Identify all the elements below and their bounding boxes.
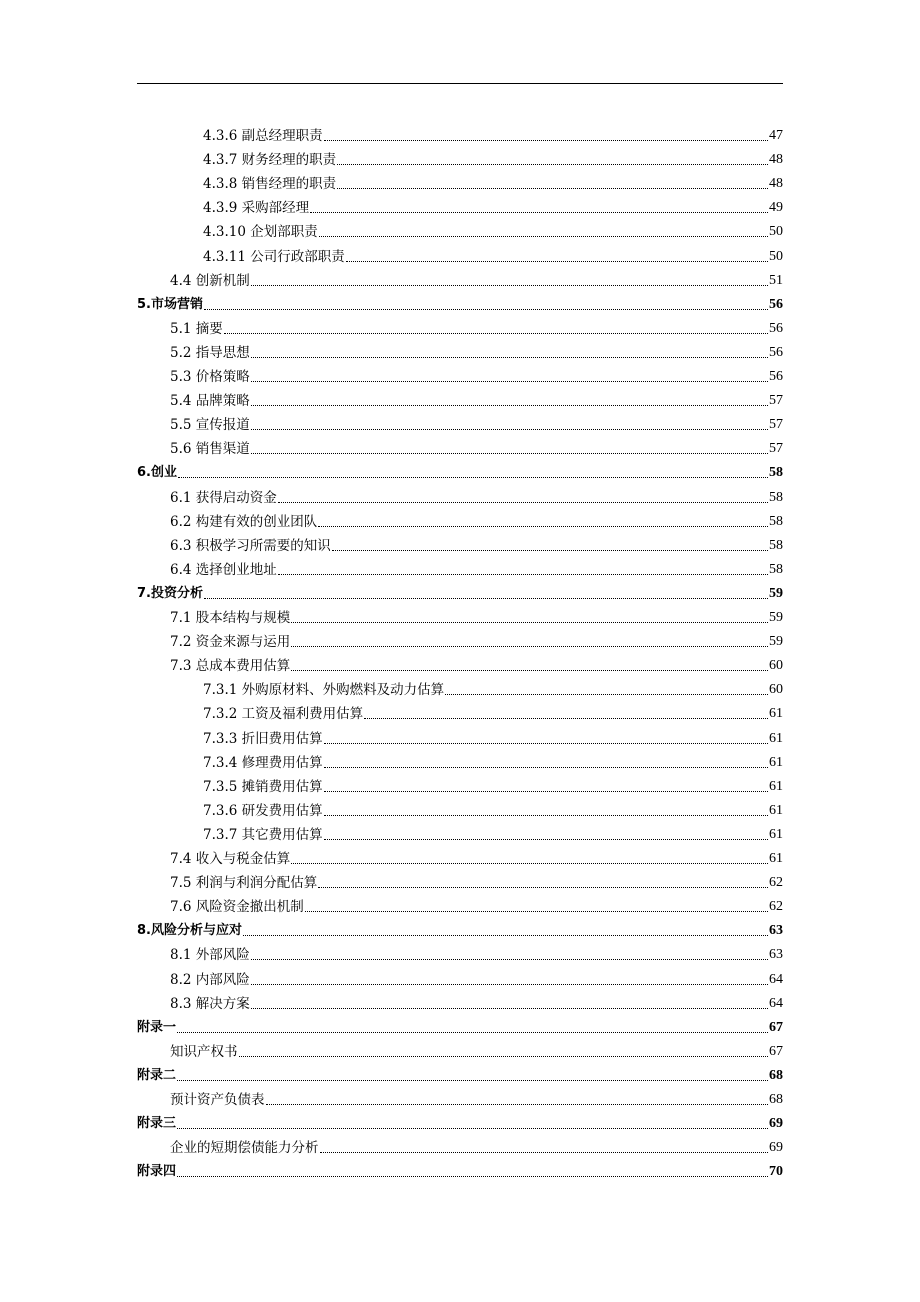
toc-entry[interactable] [203, 193, 783, 217]
toc-entry[interactable] [170, 507, 783, 531]
toc-entry-page-number: 63 [769, 947, 783, 963]
toc-entry-label: 7.2 资金来源与运用 [170, 634, 291, 651]
toc-entry-page-number: 58 [769, 489, 783, 505]
toc-entry-page-number: 61 [769, 754, 783, 770]
toc-entry-page-number: 62 [769, 899, 783, 915]
toc-entry-page-number: 61 [769, 826, 783, 842]
toc-entry[interactable] [137, 290, 783, 314]
toc-entry-label: 附录二 [137, 1067, 177, 1083]
toc-entry[interactable] [203, 145, 783, 169]
toc-entry-page-number: 61 [769, 802, 783, 818]
toc-entry-label: 5.2 指导思想 [170, 344, 250, 361]
toc-entry-label: 7.5 利润与利润分配估算 [170, 875, 318, 892]
toc-dot-leader [291, 670, 768, 671]
toc-dot-leader [251, 1008, 768, 1009]
toc-entry-page-number: 67 [769, 1043, 783, 1059]
toc-entry-label: 附录三 [137, 1116, 177, 1132]
toc-entry-label: 7.3.7 其它费用估算 [203, 826, 323, 843]
toc-entry-page-number: 68 [769, 1092, 783, 1107]
toc-dot-leader [318, 526, 768, 527]
toc-dot-leader [364, 718, 768, 719]
toc-entry-page-number: 59 [769, 610, 783, 625]
toc-entry-page-number: 56 [769, 369, 783, 384]
toc-entry[interactable] [170, 1133, 783, 1157]
toc-entry[interactable] [203, 675, 783, 699]
toc-entry-label: 8.风险分析与应对 [137, 923, 242, 939]
toc-dot-leader [324, 767, 768, 768]
toc-entry[interactable] [170, 434, 783, 458]
toc-entry[interactable] [170, 844, 783, 868]
toc-entry-page-number: 59 [769, 585, 783, 601]
toc-dot-leader [324, 140, 768, 141]
toc-dot-leader [251, 984, 768, 985]
toc-entry-label: 5.1 摘要 [170, 320, 223, 337]
toc-entry-label: 7.3 总成本费用估算 [170, 658, 291, 675]
toc-entry[interactable] [170, 651, 783, 675]
toc-entry-label: 7.3.1 外购原材料、外购燃料及动力估算 [203, 682, 445, 699]
toc-dot-leader [278, 574, 768, 575]
toc-entry-label: 6.4 选择创业地址 [170, 561, 277, 578]
toc-entry-page-number: 59 [769, 634, 783, 650]
toc-dot-leader [251, 357, 768, 358]
toc-entry-label: 4.4 创新机制 [170, 272, 250, 289]
toc-dot-leader [291, 863, 768, 864]
toc-entry[interactable] [203, 242, 783, 266]
toc-entry[interactable] [203, 820, 783, 844]
toc-dot-leader [177, 1032, 768, 1033]
toc-dot-leader [251, 453, 768, 454]
toc-entry[interactable] [170, 362, 783, 386]
toc-entry-page-number: 58 [769, 513, 783, 529]
toc-dot-leader [251, 429, 768, 430]
toc-dot-leader [224, 333, 768, 334]
toc-dot-leader [332, 550, 768, 551]
toc-entry[interactable] [203, 699, 783, 723]
toc-entry-page-number: 56 [769, 344, 783, 360]
toc-dot-leader [324, 743, 768, 744]
toc-entry-label: 5.6 销售渠道 [170, 441, 250, 458]
toc-entry-label: 4.3.11 公司行政部职责 [203, 248, 345, 265]
toc-dot-leader [320, 1152, 769, 1153]
toc-entry-page-number: 51 [769, 272, 783, 288]
toc-entry-label: 4.3.7 财务经理的职责 [203, 152, 337, 169]
toc-entry-label: 4.3.8 销售经理的职责 [203, 176, 337, 193]
toc-dot-leader [324, 791, 768, 792]
toc-dot-leader [251, 381, 768, 382]
toc-entry-label: 5.3 价格策略 [170, 369, 250, 385]
toc-dot-leader [177, 1080, 768, 1081]
toc-entry[interactable] [203, 121, 783, 145]
toc-entry-label: 7.3.3 折旧费用估算 [203, 730, 323, 747]
toc-entry-page-number: 70 [769, 1164, 783, 1180]
toc-entry-page-number: 56 [769, 296, 783, 312]
toc-entry[interactable] [203, 169, 783, 193]
toc-dot-leader [445, 694, 768, 695]
toc-entry[interactable] [170, 483, 783, 507]
toc-entry-page-number: 61 [769, 706, 783, 722]
toc-entry-page-number: 57 [769, 393, 783, 409]
toc-entry[interactable] [137, 1061, 783, 1085]
toc-entry-page-number: 57 [769, 441, 783, 457]
toc-entry-page-number: 47 [769, 128, 783, 143]
toc-entry-label: 预计资产负债表 [170, 1092, 265, 1108]
toc-entry-label: 4.3.10 企划部职责 [203, 224, 318, 241]
toc-entry-label: 8.1 外部风险 [170, 947, 250, 964]
toc-entry-label: 7.投资分析 [137, 585, 203, 601]
toc-dot-leader [177, 1176, 768, 1177]
toc-entry-page-number: 61 [769, 851, 783, 866]
toc-entry-label: 8.2 内部风险 [170, 971, 250, 988]
toc-dot-leader [305, 911, 768, 912]
toc-entry[interactable] [137, 458, 783, 482]
toc-dot-leader [204, 309, 768, 310]
toc-entry[interactable] [170, 266, 783, 290]
toc-entry[interactable] [137, 916, 783, 940]
toc-entry[interactable] [170, 386, 783, 410]
toc-entry[interactable] [170, 338, 783, 362]
toc-dot-leader [291, 622, 768, 623]
toc-entry[interactable] [203, 217, 783, 241]
toc-entry[interactable] [170, 892, 783, 916]
toc-entry-label: 5.市场营销 [137, 296, 203, 312]
toc-entry-label: 6.1 获得启动资金 [170, 489, 277, 506]
toc-entry[interactable] [170, 1037, 783, 1061]
toc-entry-page-number: 64 [769, 995, 783, 1011]
toc-entry-page-number: 60 [769, 658, 783, 674]
toc-entry-label: 6.2 构建有效的创业团队 [170, 513, 318, 530]
toc-dot-leader [204, 598, 768, 599]
toc-entry-page-number: 48 [769, 176, 783, 192]
toc-entry[interactable] [170, 603, 783, 627]
toc-entry[interactable] [203, 724, 783, 748]
toc-entry-page-number: 61 [769, 778, 783, 794]
toc-dot-leader [251, 285, 768, 286]
toc-entry[interactable] [170, 531, 783, 555]
toc-entry[interactable] [137, 1013, 783, 1037]
toc-entry-page-number: 58 [769, 561, 783, 577]
toc-entry-label: 附录四 [137, 1164, 177, 1180]
toc-entry[interactable] [170, 1085, 783, 1109]
toc-entry-label: 8.3 解决方案 [170, 995, 250, 1012]
toc-entry-page-number: 68 [769, 1067, 783, 1083]
toc-dot-leader [318, 887, 768, 888]
toc-entry[interactable] [170, 627, 783, 651]
toc-entry-page-number: 69 [769, 1116, 783, 1132]
toc-dot-leader [178, 477, 768, 478]
toc-entry-page-number: 60 [769, 682, 783, 698]
toc-dot-leader [310, 212, 768, 213]
toc-entry-label: 4.3.6 副总经理职责 [203, 128, 323, 144]
toc-entry-label: 5.5 宣传报道 [170, 417, 250, 434]
toc-entry-page-number: 57 [769, 417, 783, 433]
toc-entry[interactable] [170, 989, 783, 1013]
toc-entry-page-number: 49 [769, 200, 783, 216]
toc-entry-label: 7.4 收入与税金估算 [170, 851, 291, 867]
toc-dot-leader [266, 1104, 769, 1105]
toc-entry-label: 7.1 股本结构与规模 [170, 610, 291, 626]
toc-entry-label: 知识产权书 [170, 1043, 238, 1060]
toc-entry-page-number: 56 [769, 320, 783, 336]
toc-entry-label: 7.3.4 修理费用估算 [203, 754, 323, 771]
toc-dot-leader [337, 164, 768, 165]
toc-dot-leader [324, 815, 768, 816]
toc-entry-page-number: 58 [769, 465, 783, 481]
toc-entry[interactable] [170, 410, 783, 434]
toc-entry-label: 5.4 品牌策略 [170, 393, 250, 410]
toc-entry-label: 7.6 风险资金撤出机制 [170, 899, 304, 916]
toc-entry-label: 7.3.6 研发费用估算 [203, 802, 323, 819]
toc-entry-page-number: 64 [769, 971, 783, 987]
toc-entry-page-number: 50 [769, 224, 783, 240]
toc-dot-leader [324, 839, 768, 840]
toc-entry-page-number: 69 [769, 1140, 783, 1156]
toc-dot-leader [239, 1056, 769, 1057]
toc-dot-leader [243, 935, 768, 936]
toc-entry[interactable] [170, 965, 783, 989]
toc-entry-label: 4.3.9 采购部经理 [203, 200, 310, 217]
toc-entry[interactable] [137, 579, 783, 603]
toc-entry-label: 7.3.5 摊销费用估算 [203, 778, 323, 795]
toc-entry-page-number: 62 [769, 875, 783, 891]
toc-dot-leader [337, 188, 768, 189]
toc-entry[interactable] [170, 940, 783, 964]
toc-entry[interactable] [137, 1157, 783, 1181]
toc-entry[interactable] [203, 748, 783, 772]
toc-entry-page-number: 63 [769, 923, 783, 939]
toc-entry-page-number: 48 [769, 152, 783, 168]
toc-dot-leader [177, 1128, 768, 1129]
toc-entry-label: 6.创业 [137, 465, 177, 481]
toc-entry-label: 6.3 积极学习所需要的知识 [170, 537, 331, 554]
toc-entry[interactable] [203, 796, 783, 820]
toc-entry-page-number: 58 [769, 537, 783, 553]
toc-dot-leader [251, 959, 768, 960]
toc-entry[interactable] [170, 555, 783, 579]
toc-entry[interactable] [170, 314, 783, 338]
toc-entry-page-number: 67 [769, 1019, 783, 1035]
toc-entry[interactable] [137, 1109, 783, 1133]
toc-dot-leader [251, 405, 768, 406]
toc-dot-leader [291, 646, 768, 647]
toc-dot-leader [346, 261, 768, 262]
toc-entry[interactable] [170, 868, 783, 892]
header-rule [137, 83, 783, 84]
toc-dot-leader [319, 236, 768, 237]
toc-dot-leader [278, 502, 768, 503]
toc-entry-label: 附录一 [137, 1019, 177, 1035]
toc-entry[interactable] [203, 772, 783, 796]
toc-entry-label: 企业的短期偿债能力分析 [170, 1140, 319, 1157]
toc-entry-page-number: 50 [769, 248, 783, 264]
toc-entry-label: 7.3.2 工资及福利费用估算 [203, 706, 364, 723]
toc-entry-page-number: 61 [769, 730, 783, 746]
